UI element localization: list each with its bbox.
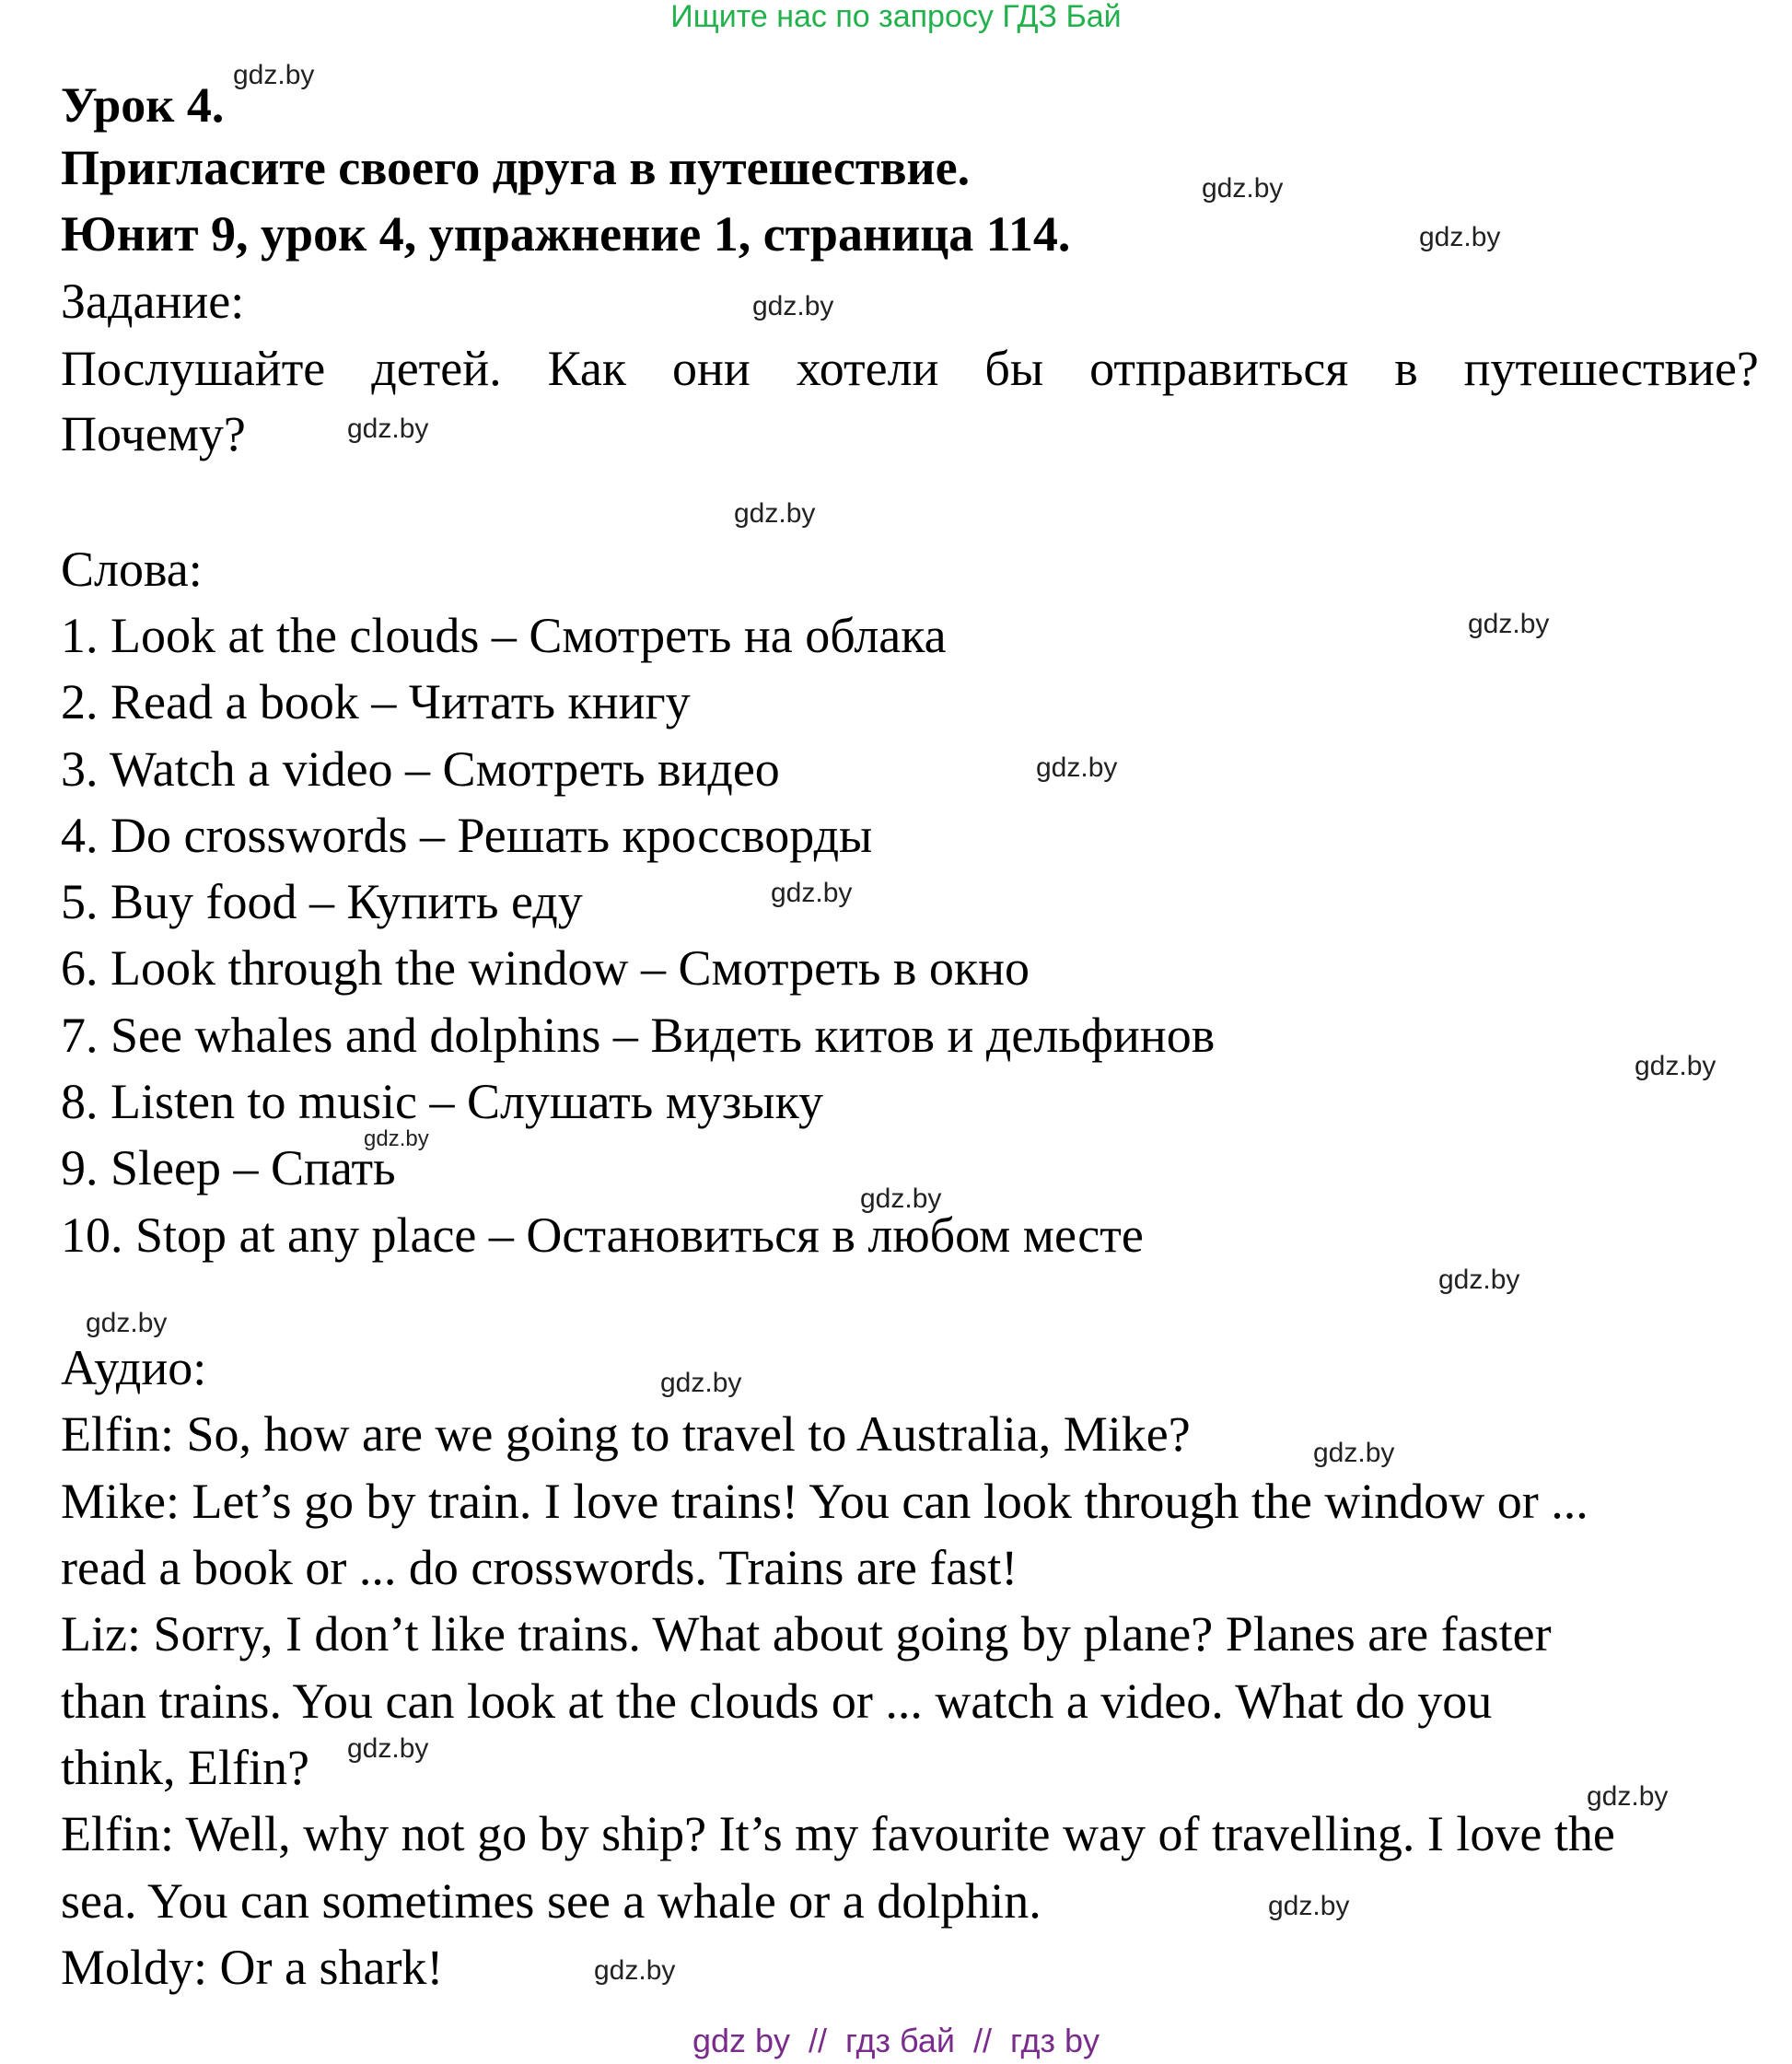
watermark: gdz.by (1036, 752, 1118, 783)
task-text-line-2: Почему? (61, 406, 246, 461)
vocabulary-item: 10. Stop at any place – Остановиться в любом месте (61, 1207, 1144, 1263)
dialogue-line: Moldy: Or a shark! (61, 1940, 444, 1995)
watermark: gdz.by (86, 1308, 168, 1338)
dialogue-line: than trains. You can look at the clouds or ... watch a video. What do you (61, 1673, 1493, 1729)
watermark: gdz.by (347, 414, 429, 444)
task-word: Как (547, 341, 627, 396)
task-word: в (1394, 341, 1418, 396)
lesson-number: Урок 4. (61, 77, 225, 133)
task-word: детей. (371, 341, 502, 396)
dialogue-line: Elfin: So, how are we going to travel to Australia, Mike? (61, 1406, 1191, 1462)
task-word: отправиться (1089, 341, 1349, 396)
watermark: gdz.by (1587, 1781, 1669, 1812)
watermark: gdz.by (860, 1184, 942, 1214)
watermark: gdz.by (233, 60, 315, 90)
watermark: gdz.by (1468, 609, 1550, 639)
dialogue-line: think, Elfin? (61, 1740, 309, 1795)
dialogue-line: sea. You can sometimes see a whale or a dolphin. (61, 1873, 1041, 1929)
vocabulary-item: 4. Do crosswords – Решать кроссворды (61, 808, 873, 863)
watermark: gdz.by (1635, 1051, 1716, 1081)
task-text-line-1 (61, 341, 1759, 396)
vocabulary-item: 5. Buy food – Купить еду (61, 874, 583, 929)
vocabulary-item: 7. See whales and dolphins – Видеть китов и дельфинов (61, 1008, 1216, 1063)
task-label: Задание: (61, 274, 245, 329)
vocabulary-item: 8. Listen to music – Слушать музыку (61, 1074, 824, 1129)
footer-links: gdz by // гдз бай // гдз by (692, 2022, 1100, 2059)
watermark: gdz.by (1313, 1438, 1395, 1468)
watermark: gdz.by (1419, 222, 1501, 252)
task-word: они (672, 341, 751, 396)
vocabulary-label: Слова: (61, 542, 203, 597)
watermark: gdz.by (771, 878, 853, 908)
task-word: Послушайте (61, 341, 326, 396)
search-banner: Ищите нас по запросу ГДЗ Бай (670, 0, 1122, 34)
vocabulary-item: 1. Look at the clouds – Смотреть на облака (61, 608, 947, 663)
watermark: gdz.by (660, 1368, 742, 1398)
vocabulary-item: 6. Look through the window – Смотреть в окно (61, 940, 1030, 996)
watermark: gdz.by (347, 1733, 429, 1764)
dialogue-line: Elfin: Well, why not go by ship? It’s my favourite way of travelling. I love the (61, 1806, 1615, 1861)
dialogue-line: Mike: Let’s go by train. I love trains! You can look through the window or ... (61, 1474, 1588, 1529)
task-word: бы (984, 341, 1044, 396)
audio-label: Аудио: (61, 1340, 207, 1395)
dialogue-line: Liz: Sorry, I don’t like trains. What about going by plane? Planes are faster (61, 1606, 1552, 1662)
watermark: gdz.by (364, 1126, 429, 1151)
watermark: gdz.by (1202, 173, 1284, 204)
vocabulary-item: 9. Sleep – Спать (61, 1140, 396, 1195)
vocabulary-item: 2. Read a book – Читать книгу (61, 674, 691, 729)
watermark: gdz.by (1268, 1891, 1350, 1921)
exercise-reference: Юнит 9, урок 4, упражнение 1, страница 114. (61, 206, 1071, 262)
watermark: gdz.by (1438, 1265, 1520, 1295)
vocabulary-item: 3. Watch a video – Смотреть видео (61, 741, 780, 797)
dialogue-line: read a book or ... do crosswords. Trains are fast! (61, 1540, 1018, 1595)
task-word: путешествие? (1463, 341, 1759, 396)
task-word: хотели (796, 341, 939, 396)
lesson-title: Пригласите своего друга в путешествие. (61, 140, 971, 195)
watermark: gdz.by (752, 291, 834, 321)
watermark: gdz.by (734, 498, 816, 529)
watermark: gdz.by (594, 1955, 676, 1986)
